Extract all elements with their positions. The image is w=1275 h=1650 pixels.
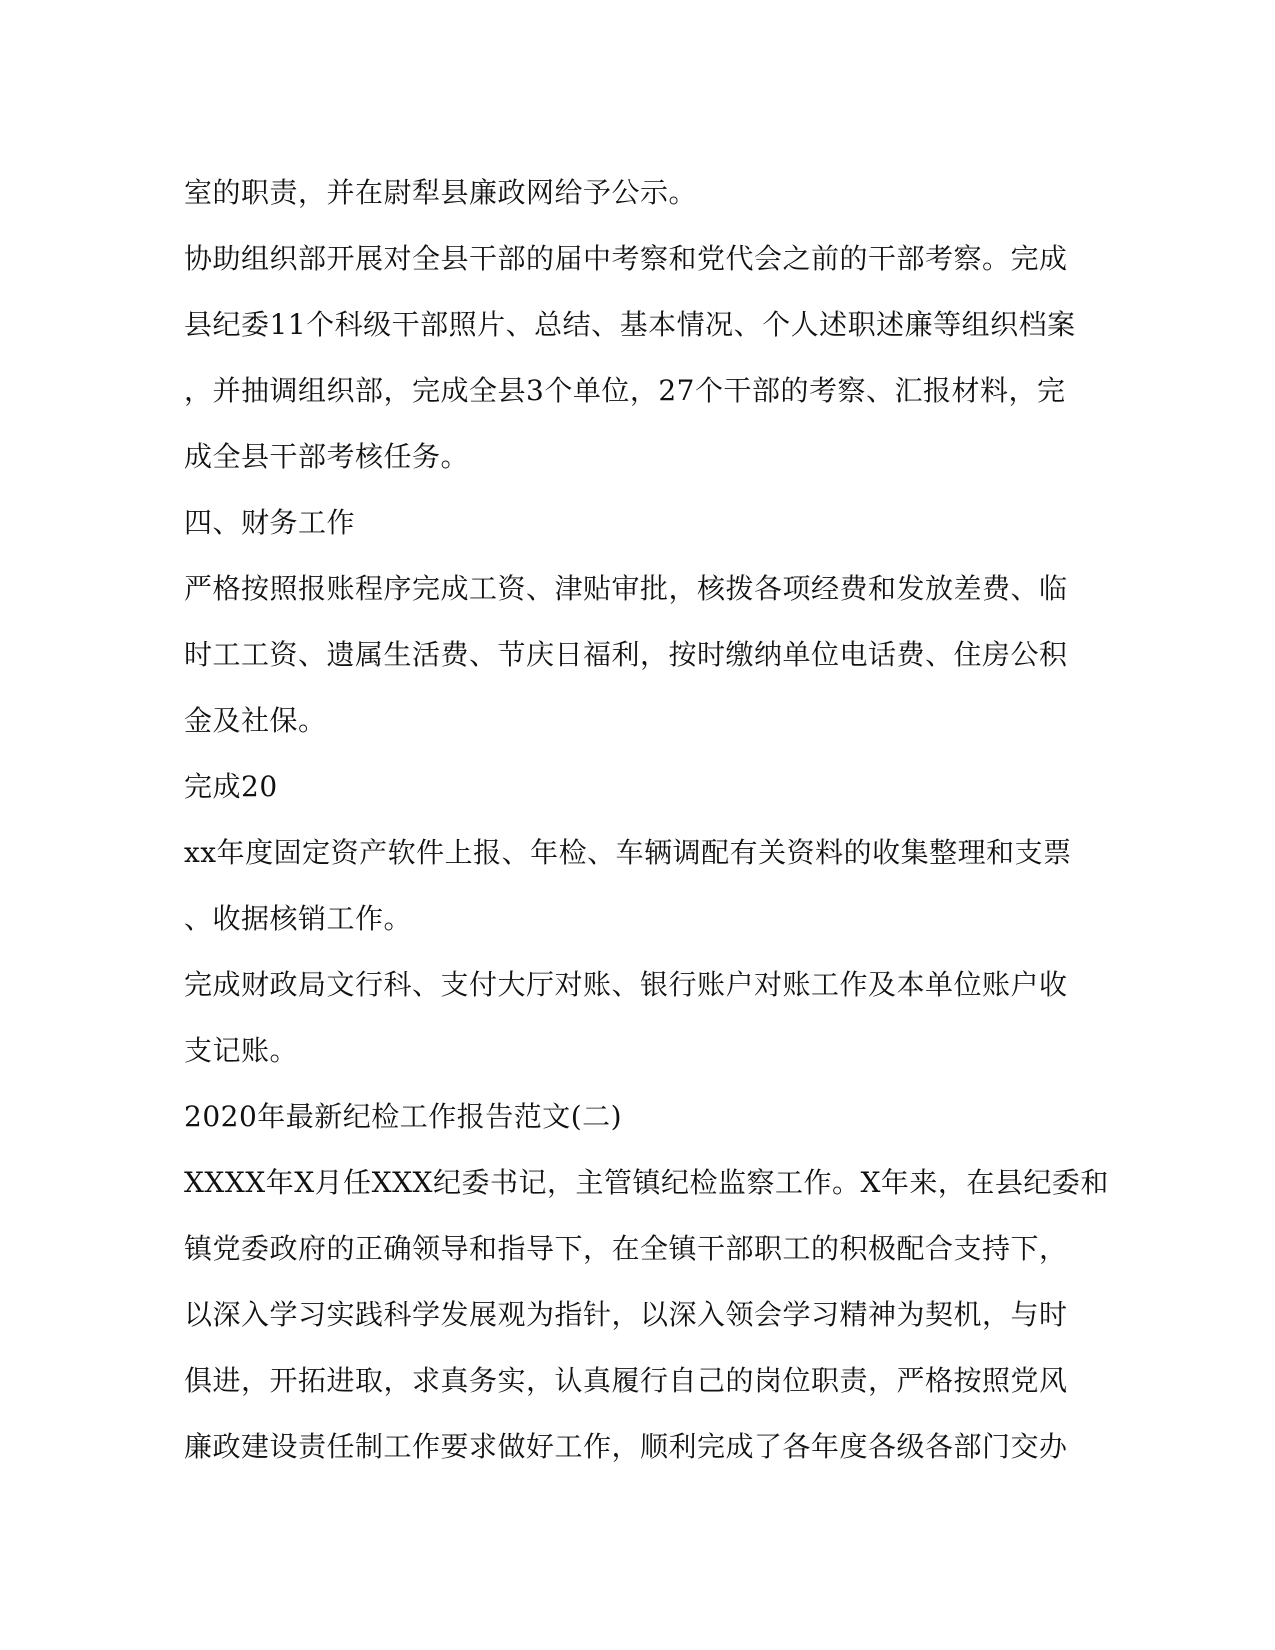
document-body [184, 160, 1109, 1480]
text-line: 金及社保。 [184, 704, 327, 737]
text-line: 廉政建设责任制工作要求做好工作，顺利完成了各年度各级各部门交办 [184, 1430, 1068, 1463]
text-line: ，并抽调组织部，完成全县3个单位，27个干部的考察、汇报材料，完 [184, 374, 1066, 407]
text-line: 、收据核销工作。 [184, 902, 413, 935]
text-line: 完成20 [184, 770, 278, 803]
text-line: 严格按照报账程序完成工资、津贴审批，核拨各项经费和发放差费、临 [184, 572, 1068, 605]
text-line: 协助组织部开展对全县干部的届中考察和党代会之前的干部考察。完成 [184, 242, 1068, 275]
text-line: XXXX年X月任XXX纪委书记，主管镇纪检监察工作。X年来，在县纪委和 [184, 1166, 1109, 1199]
document-title: 2020年最新纪检工作报告范文(二) [184, 1100, 623, 1133]
text-line: 县纪委11个科级干部照片、总结、基本情况、个人述职述廉等组织档案 [184, 308, 1076, 341]
text-line: 成全县干部考核任务。 [184, 440, 470, 473]
section-heading: 四、财务工作 [184, 506, 356, 539]
text-line: xx年度固定资产软件上报、年检、车辆调配有关资料的收集整理和支票 [184, 836, 1072, 869]
text-line: 完成财政局文行科、支付大厅对账、银行账户对账工作及本单位账户收 [184, 968, 1068, 1001]
text-line: 以深入学习实践科学发展观为指针，以深入领会学习精神为契机，与时 [184, 1298, 1068, 1331]
text-line: 俱进，开拓进取，求真务实，认真履行自己的岗位职责，严格按照党风 [184, 1364, 1068, 1397]
text-line: 镇党委政府的正确领导和指导下，在全镇干部职工的积极配合支持下， [184, 1232, 1068, 1265]
text-line: 室的职责，并在尉犁县廉政网给予公示。 [184, 176, 698, 209]
text-line: 时工工资、遗属生活费、节庆日福利，按时缴纳单位电话费、住房公积 [184, 638, 1068, 671]
text-line: 支记账。 [184, 1034, 299, 1067]
